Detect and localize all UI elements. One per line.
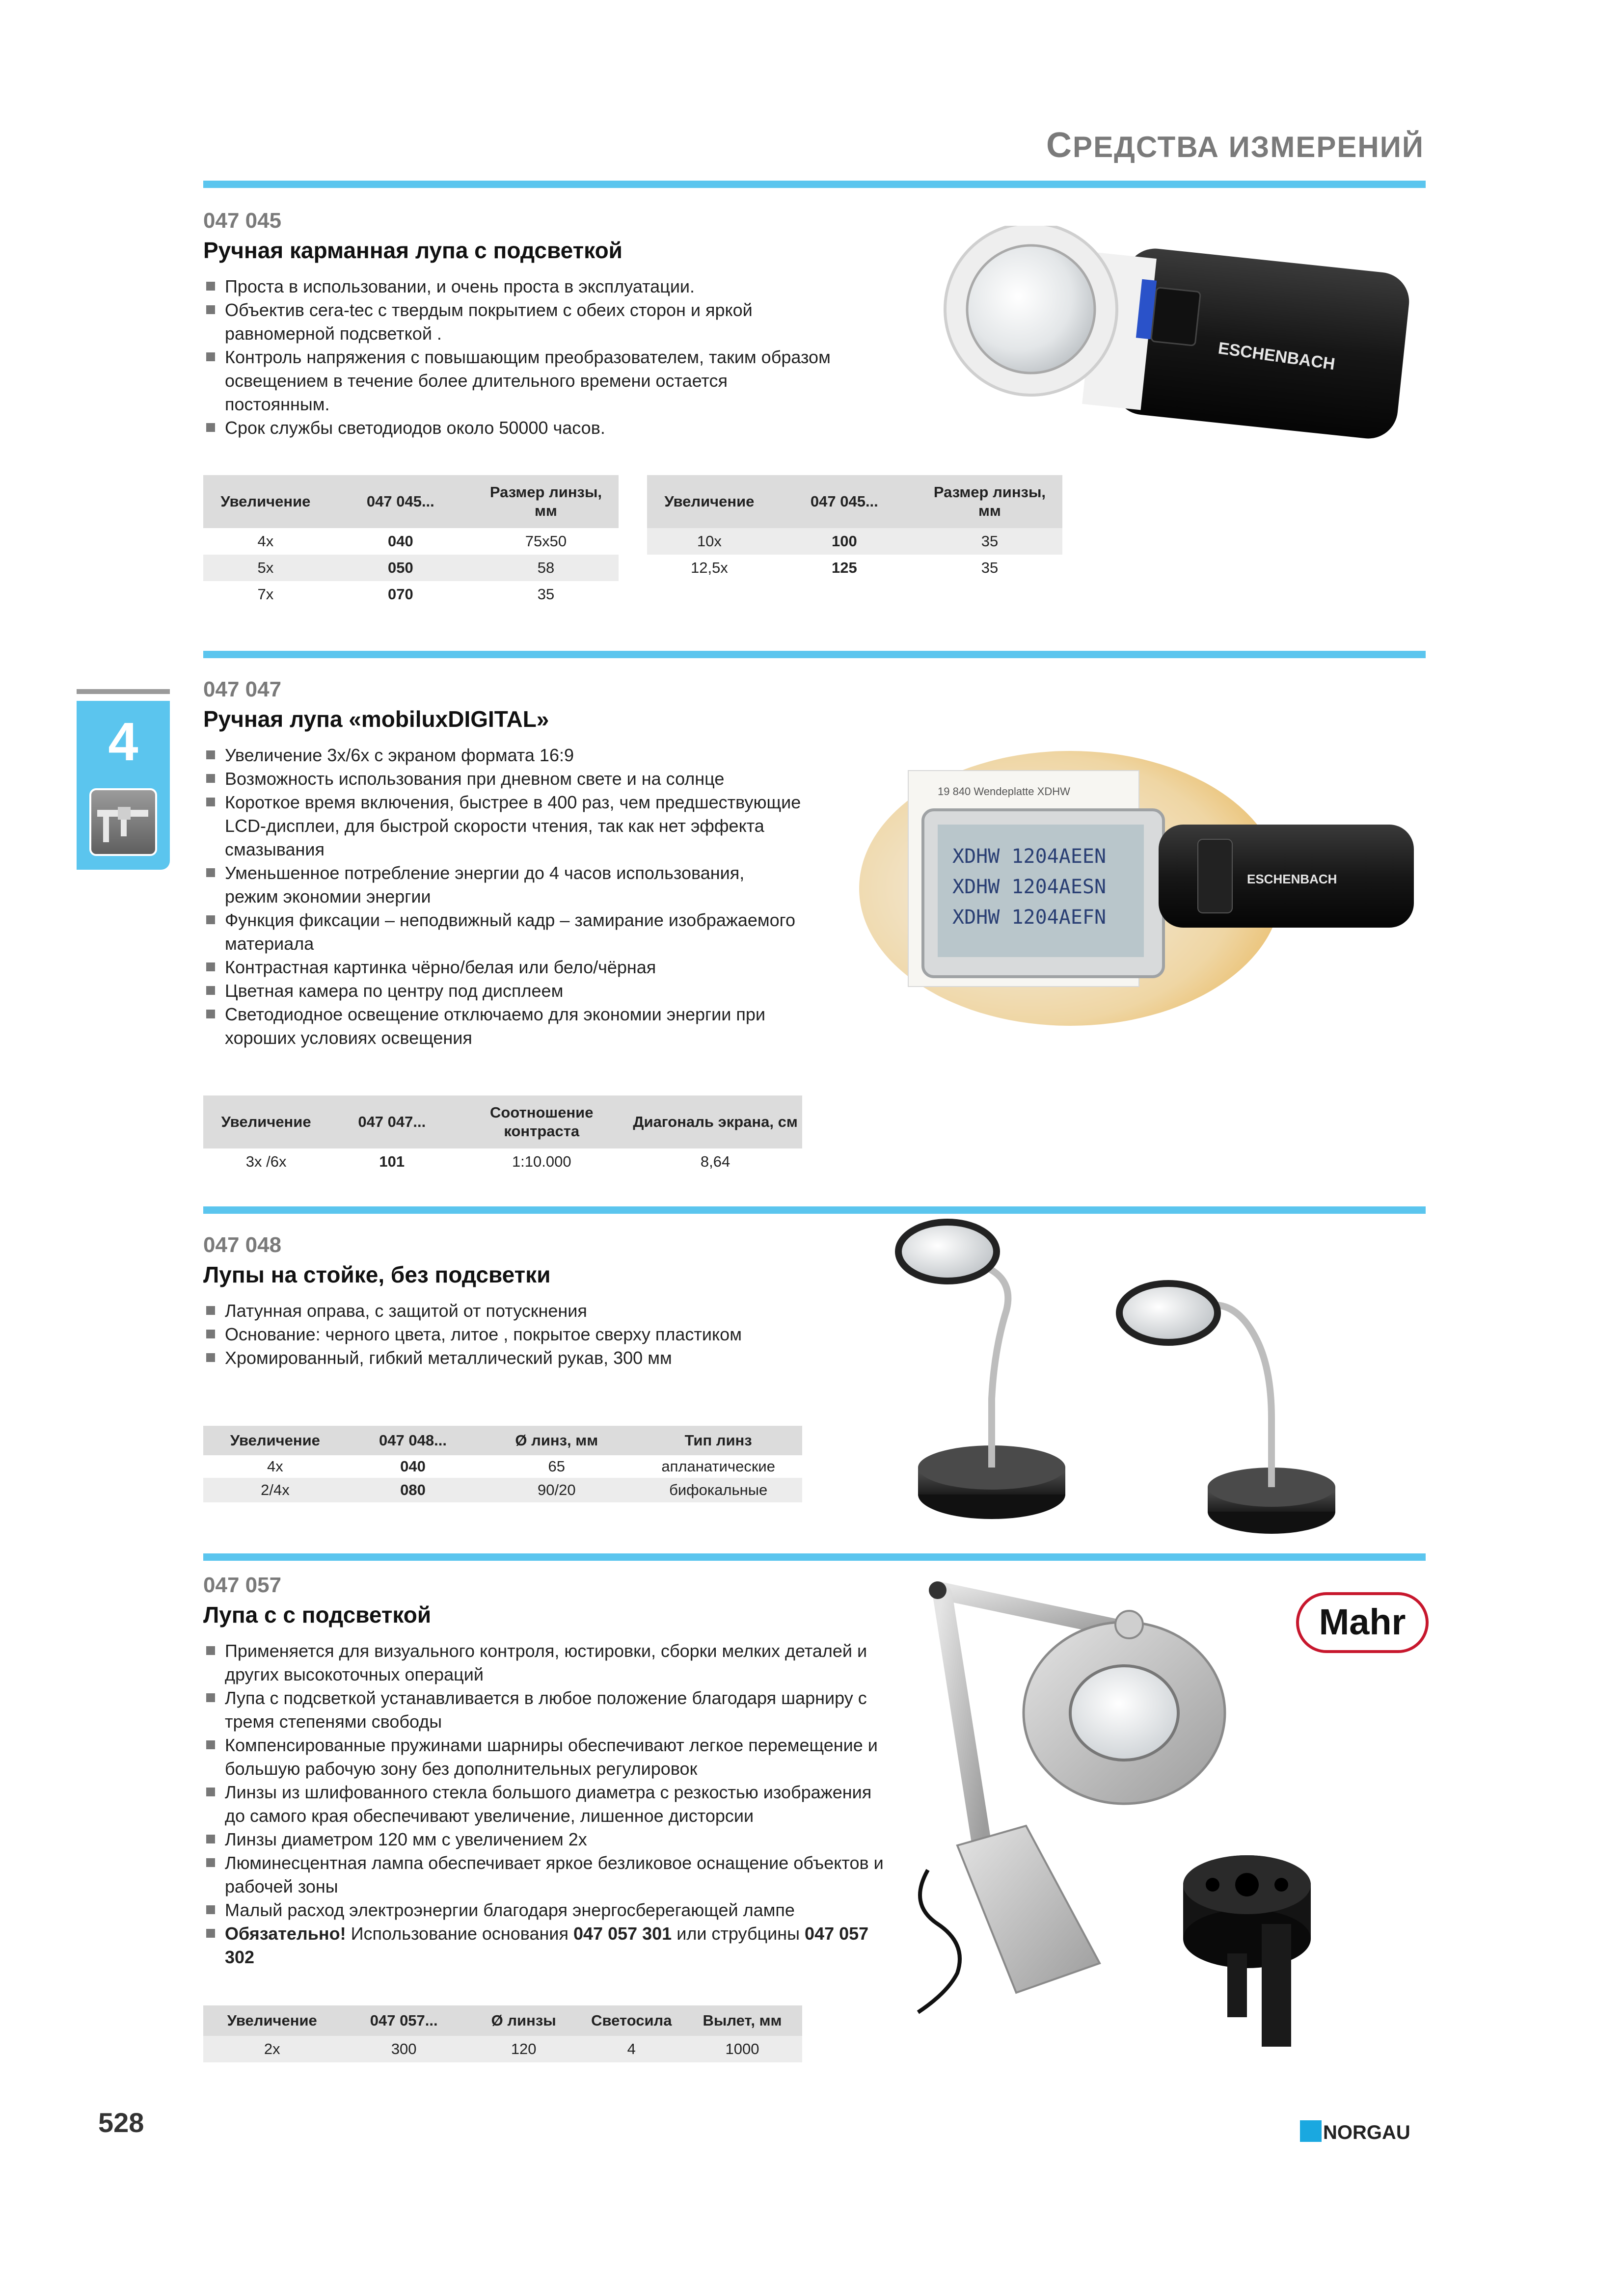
- spec-table: [203, 1095, 802, 1175]
- table-cell: 120: [467, 2036, 581, 2062]
- table-header: 047 045...: [328, 475, 473, 528]
- product-code: 047 047: [203, 677, 282, 701]
- table-cell: 1:10.000: [512, 1153, 571, 1170]
- feature-item: Линзы из шлифованного стекла большого диаметра с резкостью изображения до самого края обеспечивают увеличение, лишенное дисторсии: [203, 1781, 891, 1828]
- table-header-row: [203, 2005, 802, 2036]
- section-divider: [203, 181, 1426, 188]
- feature-item-note: [203, 1922, 891, 1969]
- norgau-logo-text: NORGAU: [1323, 2122, 1410, 2143]
- table-cell: 4x: [267, 1458, 283, 1475]
- illuminated-magnifier-image: [898, 1571, 1389, 2052]
- table-cell: 125: [831, 559, 857, 576]
- feature-item: Латунная оправа, с защитой от потускнения: [203, 1299, 822, 1323]
- table-cell: 8,64: [700, 1153, 730, 1170]
- pocket-magnifier-image: [943, 226, 1414, 452]
- note-code: 047 057 301: [573, 1923, 672, 1944]
- product-title: Ручная лупа «mobiluxDIGITAL»: [203, 706, 549, 732]
- feature-item: Уменьшенное потребление энергии до 4 часов использования, режим экономии энергии: [203, 861, 802, 908]
- page-number: 528: [98, 2107, 144, 2138]
- product-code: 047 045: [203, 209, 282, 233]
- feature-item: Короткое время включения, быстрее в 400 раз, чем предшествующие LCD-дисплеи, для быстрой скорости чтения, так как нет эффекта смазывания: [203, 791, 802, 861]
- table-row: [647, 555, 1062, 581]
- header-title-text: СРЕДСТВА ИЗМЕРЕНИЙ: [1046, 126, 1424, 165]
- section-divider: [203, 1553, 1426, 1561]
- table-header-row: [647, 475, 1062, 528]
- section-divider: [203, 651, 1426, 658]
- table-row: [203, 581, 619, 608]
- table-header: Ø линз, мм: [479, 1426, 634, 1455]
- product-title: Лупы на стойке, без подсветки: [203, 1262, 551, 1287]
- brand-label: ESCHENBACH: [1217, 339, 1336, 374]
- product-code: 047 057: [203, 1573, 282, 1597]
- table-header: 047 057...: [341, 2005, 467, 2036]
- table-row: [203, 1148, 802, 1175]
- feature-item: Основание: черного цвета, литое , покрытое сверху пластиком: [203, 1323, 822, 1346]
- screen-line: XDHW 1204AEFN: [952, 906, 1107, 929]
- table-cell: 5x: [203, 555, 328, 581]
- screen-line: XDHW 1204AESN: [952, 876, 1107, 898]
- table-cell: 2/4x: [203, 1478, 347, 1502]
- table-header: Увеличение: [203, 475, 328, 528]
- product-code: 047 048: [203, 1233, 282, 1257]
- table-header: Увеличение: [203, 2005, 341, 2036]
- table-cell: 040: [400, 1458, 426, 1475]
- feature-item: Проста в использовании, и очень проста в эксплуатации.: [203, 275, 832, 298]
- feature-item: Компенсированные пружинами шарниры обеспечивают легкое перемещение и большую рабочую зону без дополнительных регулировок: [203, 1734, 891, 1781]
- feature-item: Люминесцентная лампа обеспечивает яркое безликовое оснащение объектов и рабочей зоны: [203, 1851, 891, 1898]
- table-row: [203, 555, 619, 581]
- note-code: 047 057 302: [225, 1923, 869, 1967]
- table-header: Размер линзы, мм: [473, 475, 619, 528]
- feature-item: Срок службы светодиодов около 50000 часов.: [203, 416, 832, 440]
- feature-item: Увеличение 3x/6x с экраном формата 16:9: [203, 744, 802, 767]
- table-header: Увеличение: [203, 1426, 347, 1455]
- table-cell: 12,5x: [690, 559, 728, 576]
- table-row: [647, 528, 1062, 555]
- table-header: Диагональ экрана, см: [628, 1095, 802, 1148]
- digital-magnifier-image: [854, 741, 1429, 1026]
- table-header: 047 045...: [772, 475, 917, 528]
- feature-item: Лупа с подсветкой устанавливается в любое положение благодаря шарниру с тремя степенями свободы: [203, 1686, 891, 1734]
- table-cell: 75x50: [525, 533, 567, 550]
- note-text: Использование основания: [346, 1923, 573, 1944]
- caliper-icon: [89, 788, 157, 856]
- table-cell: бифокальные: [634, 1478, 802, 1502]
- table-cell: 4x: [257, 533, 274, 550]
- chapter-tab-bar: [77, 689, 170, 694]
- feature-item: Цветная камера по центру под дисплеем: [203, 979, 802, 1003]
- brand-label: ESCHENBACH: [1247, 872, 1337, 886]
- feature-list: [203, 744, 802, 1050]
- table-header: Ø линзы: [467, 2005, 581, 2036]
- table-cell: 58: [473, 555, 619, 581]
- table-header-row: [203, 1426, 802, 1455]
- feature-item: Светодиодное освещение отключаемо для экономии энергии при хороших условиях освещения: [203, 1003, 802, 1050]
- table-cell: 65: [548, 1458, 566, 1475]
- table-cell: 3x /6x: [245, 1153, 287, 1170]
- table-cell: 080: [347, 1478, 479, 1502]
- table-cell: апланатические: [661, 1458, 775, 1475]
- table-cell: 050: [328, 555, 473, 581]
- table-header: Увеличение: [647, 475, 772, 528]
- table-row: [203, 528, 619, 555]
- spec-table: [647, 475, 1062, 581]
- feature-list: [203, 1299, 822, 1370]
- table-cell: 7x: [257, 586, 274, 603]
- table-cell: 300: [341, 2036, 467, 2062]
- stand-magnifiers-image: [893, 1212, 1424, 1536]
- product-title: Ручная карманная лупа с подсветкой: [203, 238, 622, 263]
- table-cell: 35: [917, 528, 1062, 555]
- table-header: 047 048...: [347, 1426, 479, 1455]
- table-header-row: [203, 1095, 802, 1148]
- table-cell: 35: [537, 586, 555, 603]
- table-cell: 101: [379, 1153, 405, 1170]
- feature-item: Возможность использования при дневном свете и на солнце: [203, 767, 802, 791]
- table-header: 047 047...: [329, 1095, 455, 1148]
- table-cell: 90/20: [479, 1478, 634, 1502]
- table-row: [203, 1478, 802, 1502]
- table-header: Тип линз: [634, 1426, 802, 1455]
- feature-item: Малый расход электроэнергии благодаря энергосберегающей лампе: [203, 1898, 891, 1922]
- feature-item: Линзы диаметром 120 мм с увеличением 2x: [203, 1828, 891, 1851]
- table-cell: 070: [387, 586, 413, 603]
- table-cell: 1000: [682, 2036, 802, 2062]
- page-header-title: [1046, 125, 1424, 165]
- feature-item: Объектив cera-tec с твердым покрытием с обеих сторон и яркой равномерной подсветкой .: [203, 298, 832, 346]
- note-text: или струбцины: [672, 1923, 805, 1944]
- feature-item: Функция фиксации – неподвижный кадр – замирание изображаемого материала: [203, 908, 802, 956]
- chapter-number: 4: [108, 712, 138, 772]
- mahr-logo: Mahr: [1296, 1592, 1429, 1653]
- table-row: [203, 2036, 802, 2062]
- table-header: Соотношение контраста: [455, 1095, 628, 1148]
- feature-item: Хромированный, гибкий металлический рукав, 300 мм: [203, 1346, 822, 1370]
- table-cell: 040: [387, 533, 413, 550]
- spec-table: [203, 2005, 802, 2062]
- table-cell: 4: [581, 2036, 682, 2062]
- table-cell: 10x: [647, 528, 772, 555]
- table-cell: 2x: [203, 2036, 341, 2062]
- table-cell: 100: [772, 528, 917, 555]
- feature-item: Контрастная картинка чёрно/белая или бело/чёрная: [203, 956, 802, 979]
- feature-item: Контроль напряжения с повышающим преобразователем, таким образом освещением в течение более длительного времени остается постоянным.: [203, 346, 832, 416]
- spec-table: [203, 1426, 802, 1502]
- note-strong: Обязательно!: [225, 1923, 346, 1944]
- table-header: Размер линзы, мм: [917, 475, 1062, 528]
- norgau-logo-square: [1300, 2120, 1322, 2142]
- feature-item: Применяется для визуального контроля, юстировки, сборки мелких деталей и других высокоточных операций: [203, 1639, 891, 1686]
- product-title: Лупа с с подсветкой: [203, 1602, 432, 1628]
- table-row: [203, 1455, 802, 1478]
- spec-table: [203, 475, 619, 608]
- feature-list: [203, 275, 832, 440]
- screen-line: XDHW 1204AEEN: [952, 845, 1107, 868]
- screen-caption: 19 840 Wendeplatte XDHW: [938, 785, 1070, 798]
- table-header-row: [203, 475, 619, 528]
- table-header: Вылет, мм: [682, 2005, 802, 2036]
- table-cell: 35: [981, 559, 999, 576]
- feature-list: [203, 1639, 891, 1969]
- table-header: Светосила: [581, 2005, 682, 2036]
- table-header: Увеличение: [203, 1095, 329, 1148]
- chapter-tab[interactable]: [77, 701, 170, 870]
